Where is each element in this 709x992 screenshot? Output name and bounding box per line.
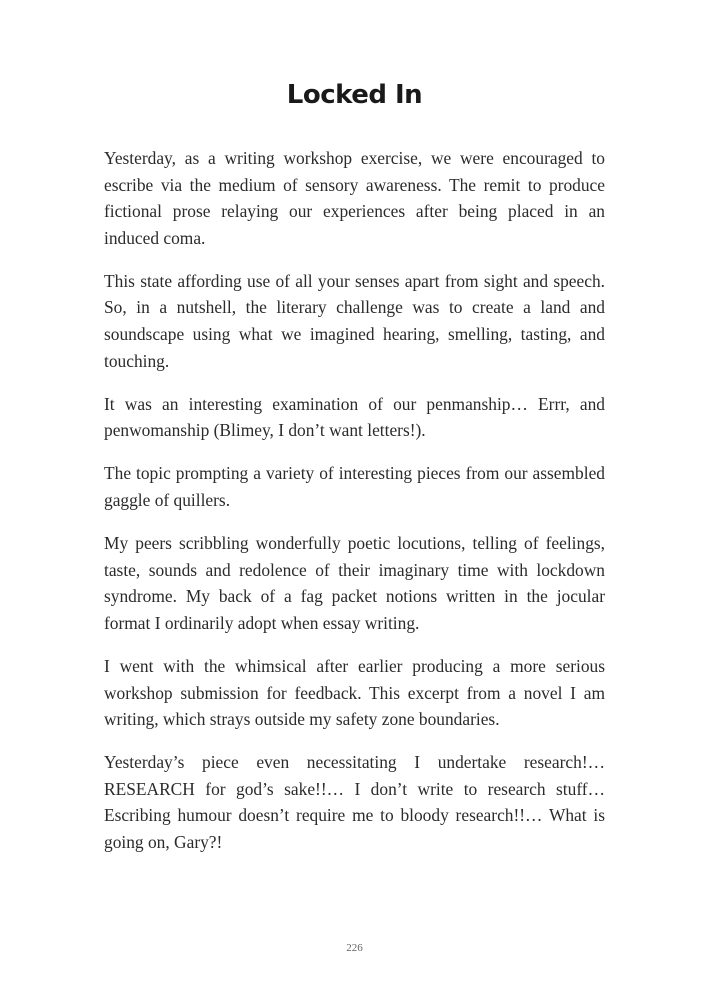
body-text: [104, 145, 605, 872]
paragraph: I went with the whimsical after earlier producing a more serious workshop submission for feedback. This excerpt from a novel I am writing, which strays outside my safety zone boundaries.: [104, 656, 605, 730]
paragraph: It was an interesting examination of our penmanship… Errr, and penwomanship (Blimey, I don’t want letters!).: [104, 393, 605, 441]
paragraph: My peers scribbling wonderfully poetic locutions, telling of feelings, taste, sounds and redolence of their imaginary time with lockdown syndrome. My back of a fag packet notions written in the jocular format I ordinarily adopt when essay writing.: [104, 533, 605, 633]
page-number: 226: [346, 942, 363, 954]
page-title: Locked In: [286, 80, 423, 110]
paragraph: The topic prompting a variety of interesting pieces from our assembled gaggle of quillers.: [104, 463, 605, 511]
paragraph: Yesterday’s piece even necessitating I undertake research!… RESEARCH for god’s sake!!… I don’t write to research stuff… Escribing humour doesn’t require me to bloody research!!… What is going on, Gary?!: [104, 752, 605, 853]
paragraph: This state affording use of all your senses apart from sight and speech. So, in a nutshell, the literary challenge was to create a land and soundscape using what we imagined hearing, smelling, tasting, and touching.: [104, 270, 605, 371]
paragraph: Yesterday, as a writing workshop exercise, we were encouraged to escribe via the medium of sensory awareness. The remit to produce fictional prose relaying our experiences after being placed in an induced coma.: [104, 148, 605, 248]
